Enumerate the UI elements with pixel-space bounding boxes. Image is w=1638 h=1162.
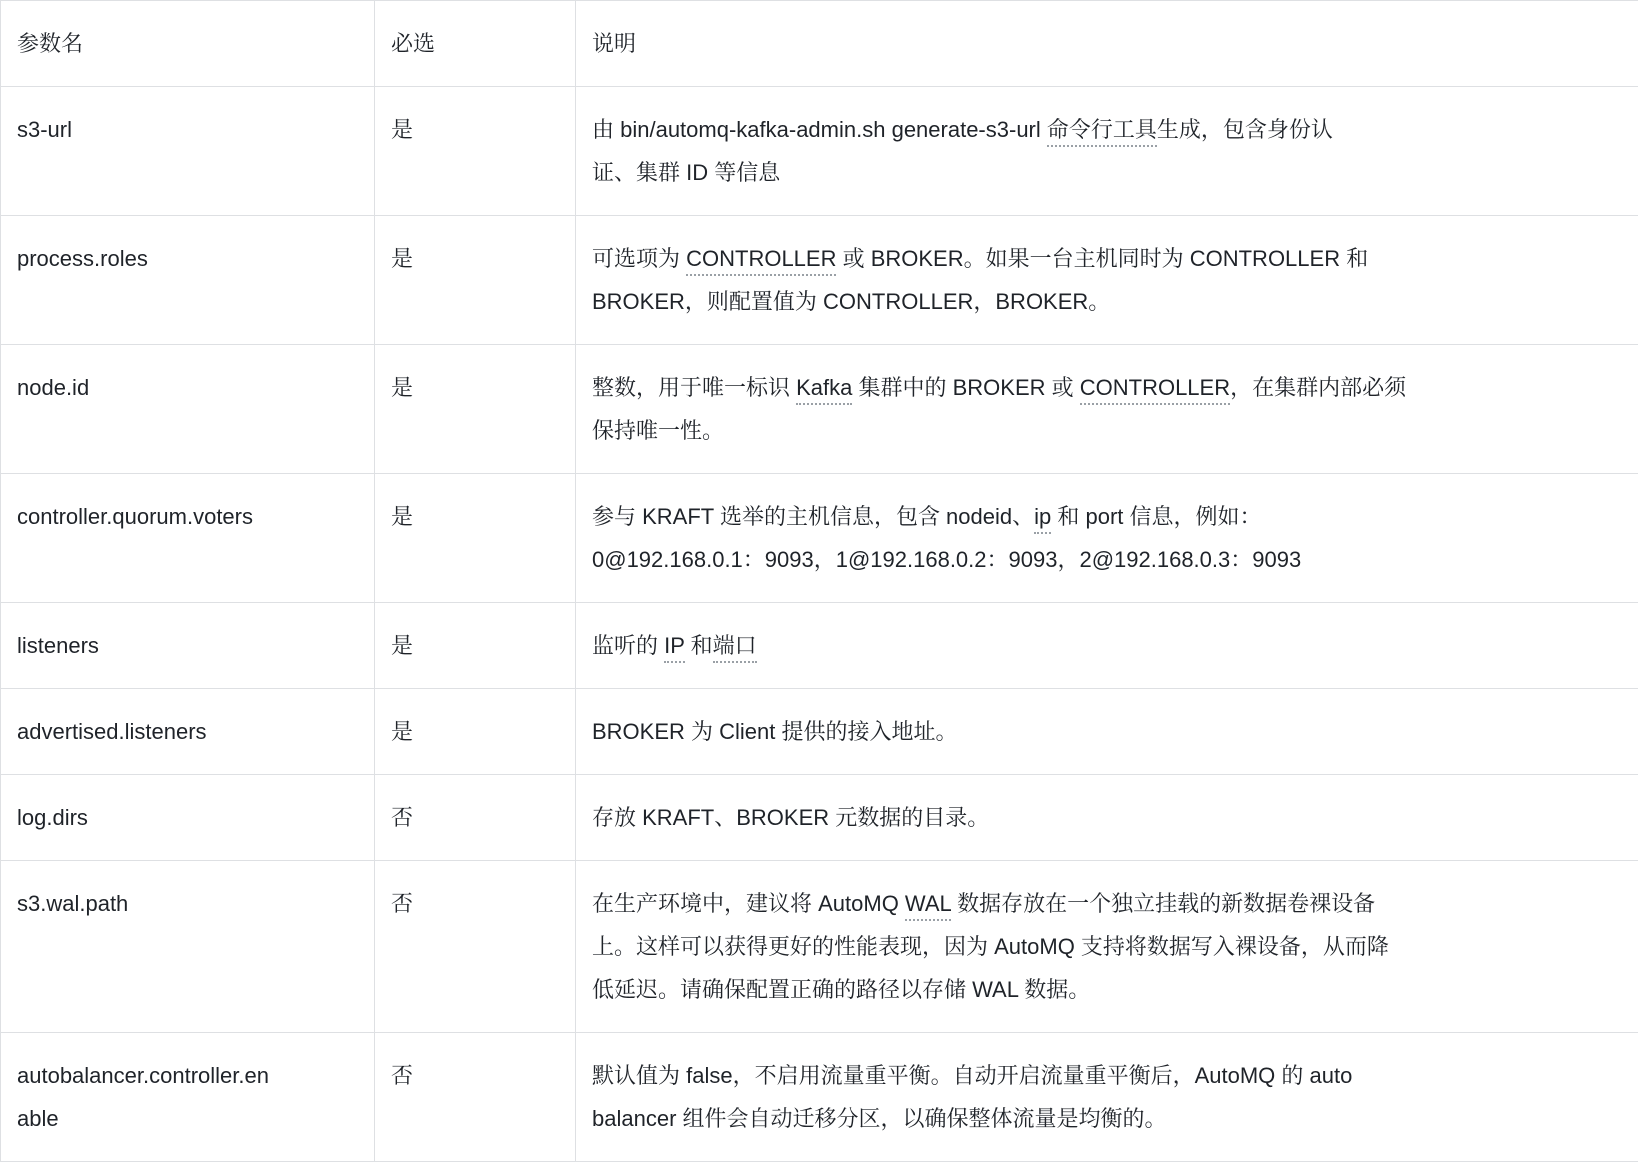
required-cell: 是 <box>375 603 576 689</box>
desc-cell: 参与 KRAFT 选举的主机信息，包含 nodeid、ip 和 port 信息，例如： 0@192.168.0.1：9093，1@192.168.0.2：9093，2@192.168.0.3：9093 <box>576 474 1638 603</box>
header-row <box>1 1 1638 87</box>
col-header-desc: 说明 <box>576 1 1638 87</box>
table-row <box>1 345 1638 474</box>
param-cell: autobalancer.controller.en able <box>1 1033 375 1162</box>
desc-cell: 监听的 IP 和端口 <box>576 603 1638 689</box>
desc-cell: BROKER 为 Client 提供的接入地址。 <box>576 689 1638 775</box>
required-cell: 是 <box>375 87 576 216</box>
table-row <box>1 775 1638 861</box>
glossary-term[interactable]: WAL <box>905 891 951 921</box>
required-cell: 是 <box>375 216 576 345</box>
desc-cell: 在生产环境中，建议将 AutoMQ WAL 数据存放在一个独立挂载的新数据卷裸设备 上。这样可以获得更好的性能表现，因为 AutoMQ 支持将数据写入裸设备，从而降 低延迟。请确保配置正确的路径以存储 WAL 数据。 <box>576 861 1638 1033</box>
table-row <box>1 474 1638 603</box>
param-cell: node.id <box>1 345 375 474</box>
table-row <box>1 216 1638 345</box>
table-row <box>1 603 1638 689</box>
required-cell: 否 <box>375 861 576 1033</box>
param-cell: advertised.listeners <box>1 689 375 775</box>
required-cell: 是 <box>375 689 576 775</box>
required-cell: 否 <box>375 775 576 861</box>
desc-cell: 存放 KRAFT、BROKER 元数据的目录。 <box>576 775 1638 861</box>
glossary-term[interactable]: 命令行工具 <box>1047 117 1157 147</box>
table-row <box>1 87 1638 216</box>
param-cell: s3-url <box>1 87 375 216</box>
param-cell: process.roles <box>1 216 375 345</box>
param-cell: listeners <box>1 603 375 689</box>
required-cell: 否 <box>375 1033 576 1162</box>
glossary-term[interactable]: ip <box>1034 504 1051 534</box>
required-cell: 是 <box>375 474 576 603</box>
glossary-term[interactable]: IP <box>664 633 684 663</box>
desc-cell: 由 bin/automq-kafka-admin.sh generate-s3-url 命令行工具生成，包含身份认 证、集群 ID 等信息 <box>576 87 1638 216</box>
col-header-param: 参数名 <box>1 1 375 87</box>
param-cell: controller.quorum.voters <box>1 474 375 603</box>
table-row <box>1 861 1638 1033</box>
table-row <box>1 689 1638 775</box>
glossary-term[interactable]: 端口 <box>713 633 757 663</box>
param-cell: s3.wal.path <box>1 861 375 1033</box>
col-header-required: 必选 <box>375 1 576 87</box>
param-cell: log.dirs <box>1 775 375 861</box>
desc-cell: 整数，用于唯一标识 Kafka 集群中的 BROKER 或 CONTROLLER，在集群内部必须 保持唯一性。 <box>576 345 1638 474</box>
glossary-term[interactable]: Kafka <box>796 375 852 405</box>
desc-cell: 可选项为 CONTROLLER 或 BROKER。如果一台主机同时为 CONTROLLER 和 BROKER，则配置值为 CONTROLLER，BROKER。 <box>576 216 1638 345</box>
required-cell: 是 <box>375 345 576 474</box>
table-row <box>1 1033 1638 1162</box>
glossary-term[interactable]: CONTROLLER <box>686 246 836 276</box>
desc-cell: 默认值为 false，不启用流量重平衡。自动开启流量重平衡后，AutoMQ 的 auto balancer 组件会自动迁移分区，以确保整体流量是均衡的。 <box>576 1033 1638 1162</box>
glossary-term[interactable]: CONTROLLER <box>1080 375 1230 405</box>
